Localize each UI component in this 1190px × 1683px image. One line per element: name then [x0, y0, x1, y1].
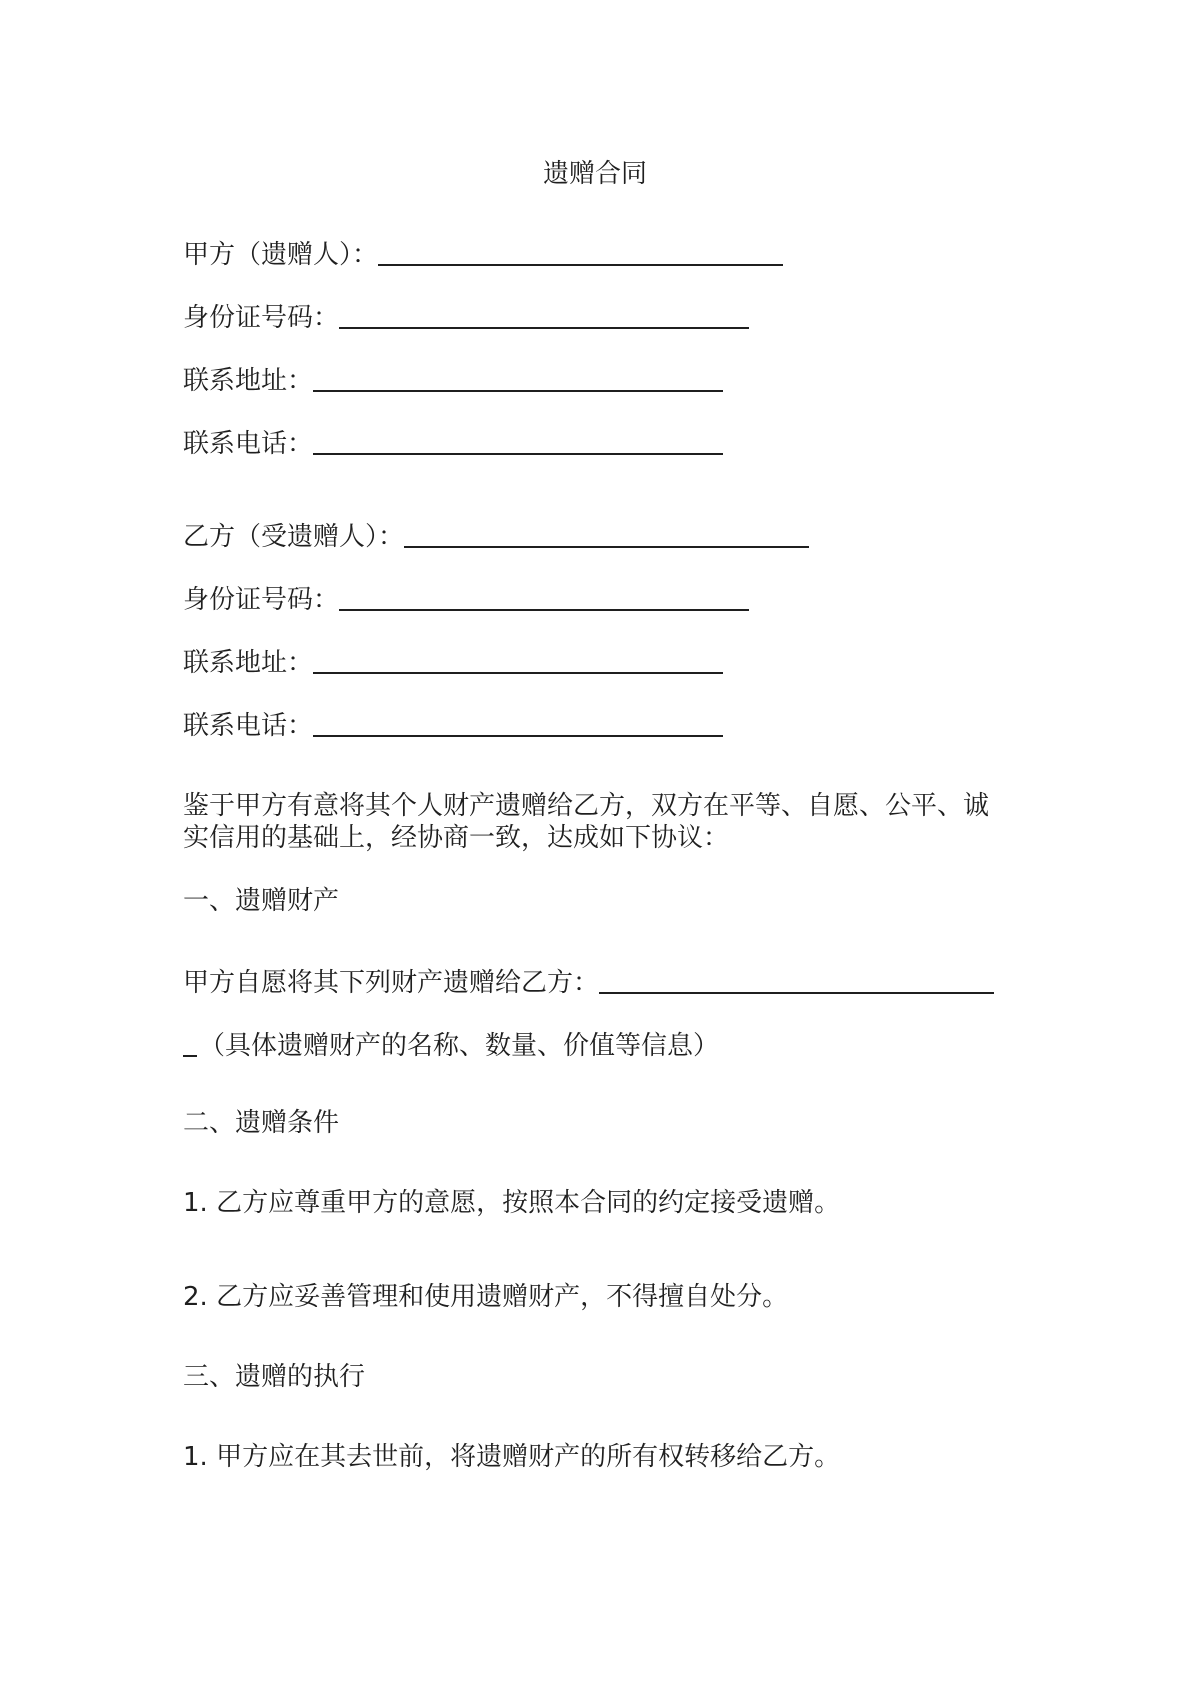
party-b-label: 乙方（受遗赠人）：: [183, 522, 405, 552]
section-1-text-line: [183, 963, 994, 1000]
party-a-label: 甲方（遗赠人）：: [183, 240, 379, 270]
party-b-line: [183, 517, 809, 554]
party-b-id-line: [183, 580, 749, 617]
property-blank-continuation[interactable]: [183, 1029, 197, 1057]
party-a-id-blank[interactable]: [339, 301, 749, 329]
section-2-item-1: 1. 乙方应尊重甲方的意愿，按照本合同的约定接受遗赠。: [183, 1188, 841, 1218]
party-b-address-line: [183, 643, 723, 680]
section-1-note: （具体遗赠财产的名称、数量、价值等信息）: [199, 1031, 720, 1061]
property-blank[interactable]: [599, 966, 994, 994]
party-a-blank[interactable]: [378, 238, 783, 266]
party-b-id-label: 身份证号码：: [183, 585, 340, 615]
section-1-text: 甲方自愿将其下列财产遗赠给乙方：: [183, 968, 600, 998]
section-1-heading: 一、遗赠财产: [183, 886, 340, 916]
party-b-id-blank[interactable]: [339, 583, 749, 611]
party-b-blank[interactable]: [404, 520, 809, 548]
section-2-item-2: 2. 乙方应妥善管理和使用遗赠财产，不得擅自处分。: [183, 1282, 789, 1312]
party-a-address-line: [183, 361, 723, 398]
party-b-phone-label: 联系电话：: [183, 711, 314, 741]
section-1-note-line: [183, 1026, 719, 1063]
section-3-heading: 三、遗赠的执行: [183, 1362, 366, 1392]
party-a-id-label: 身份证号码：: [183, 303, 340, 333]
preamble-paragraph: 鉴于甲方有意将其个人财产遗赠给乙方，双方在平等、自愿、公平、诚实信用的基础上，经协商一致，达成如下协议：: [183, 791, 990, 853]
party-a-line: [183, 235, 783, 272]
party-a-phone-label: 联系电话：: [183, 429, 314, 459]
document-title: 遗赠合同: [542, 159, 647, 189]
party-a-phone-blank[interactable]: [313, 427, 723, 455]
section-2-heading: 二、遗赠条件: [183, 1108, 340, 1138]
party-b-phone-line: [183, 706, 723, 743]
party-b-phone-blank[interactable]: [313, 709, 723, 737]
party-a-address-label: 联系地址：: [183, 366, 314, 396]
party-b-address-label: 联系地址：: [183, 648, 314, 678]
party-a-address-blank[interactable]: [313, 364, 723, 392]
section-3-item-1: 1. 甲方应在其去世前，将遗赠财产的所有权转移给乙方。: [183, 1442, 841, 1472]
party-a-phone-line: [183, 424, 723, 461]
party-b-address-blank[interactable]: [313, 646, 723, 674]
party-a-id-line: [183, 298, 749, 335]
